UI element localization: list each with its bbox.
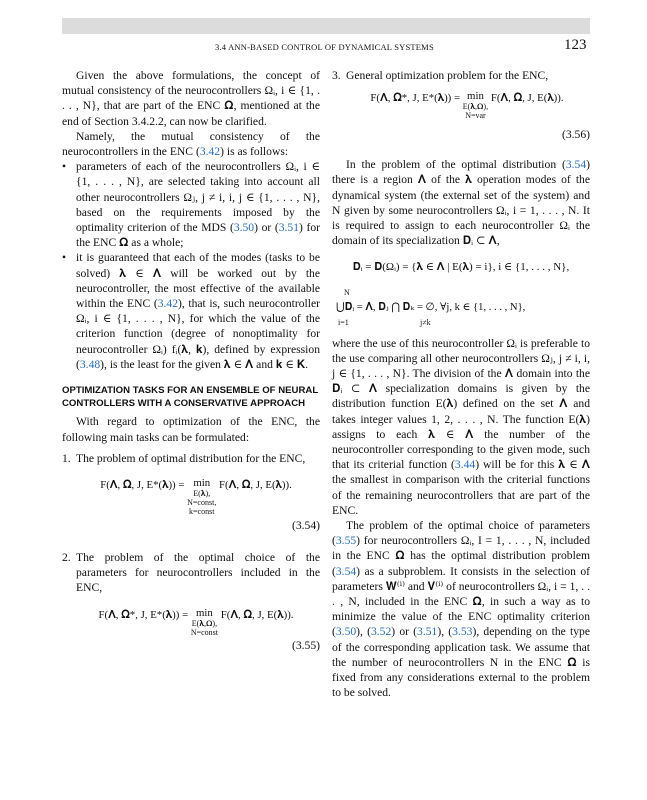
equation-domain: 𝐃ᵢ = 𝐃(Ωᵢ) = {𝛌 ∈ 𝚲 | E(𝛌) = i}, i ∈ {1, . . . , N}, xyxy=(352,261,570,274)
ref-link[interactable]: 3.53 xyxy=(452,625,473,639)
ref-link[interactable]: 3.44 xyxy=(454,458,476,472)
right-column xyxy=(332,68,590,701)
text: ), ( xyxy=(356,625,371,639)
text: parameters of each of the neurocontrollers Ωᵢ, i ∈ {1, . . . , N}, are selected taking into account all other neurocontrollers Ωⱼ, j ≠ i, i, j ∈ {1, . . . , N}, based on the requirements imposed by the optimality criterion of the MDS ( xyxy=(76,160,320,235)
paragraph-intro: Given the above formulations, the concept of mutual consistency of the neurocontrollers Ωᵢ, i ∈ {1, . . . , N}, that are part of the ENC 𝛀, mentioned at the end of Section 3.4.2.2, can now be clarified. xyxy=(62,69,320,128)
min-sub: k=const xyxy=(189,507,215,517)
eq-rhs: F(𝚲, 𝛀, J, E(𝛌)). xyxy=(220,608,294,621)
text: ) for the ENC 𝛀 as a whole; xyxy=(76,221,321,250)
min-op: min xyxy=(196,606,213,619)
ref-link[interactable]: 3.48 xyxy=(79,357,101,371)
min-sub: E(𝛌), xyxy=(193,489,211,499)
text: ), ( xyxy=(437,625,453,639)
item-text: The problem of the optimal choice of the parameters for neurocontrollers included in the ENC, xyxy=(76,551,320,595)
header-bar xyxy=(62,18,590,34)
text: ) there is a region 𝚲 of the 𝛌 operation modes of the dynamical system (the external set of the system) and N given by some neurocontrollers Ωᵢ, i = 1, . . . , N. It is required to assign to each neurocontroller Ωᵢ the domain of its specialization 𝐃ᵢ ⊂ 𝚲, xyxy=(332,158,590,248)
equation-3-55 xyxy=(62,608,320,652)
equation-number: (3.54) xyxy=(291,519,320,533)
partition-expr: ⋃𝐃ᵢ = 𝚲, 𝐃ⱼ ⋂ 𝐃ₖ = ∅, ∀j, k ∈ {1, . . . , N}, xyxy=(336,301,526,313)
paragraph-where xyxy=(332,336,590,518)
eq-lhs: F(𝚲, 𝛀*, J, E*(𝛌)) = xyxy=(370,92,461,105)
intersect-sub: j≠k xyxy=(420,317,431,327)
eq-rhs: F(𝚲, 𝛀, J, E(𝛌)). xyxy=(490,92,564,105)
equation-number: (3.55) xyxy=(291,638,320,652)
min-op: min xyxy=(467,90,484,103)
equation-number: (3.56) xyxy=(561,128,590,142)
min-sub: N=const xyxy=(190,627,219,637)
eq-lhs: F(𝚲, 𝛀*, J, E*(𝛌)) = xyxy=(98,608,189,621)
running-title: 3.4 ANN-BASED CONTROL OF DYNAMICAL SYSTEMS xyxy=(215,42,434,52)
bullet-list xyxy=(62,159,320,372)
min-sub: N=const, xyxy=(187,498,217,508)
item-number: 3. xyxy=(332,69,341,82)
min-sub: E(𝛌,𝛀), xyxy=(191,618,218,628)
task-item-1 xyxy=(62,451,320,466)
min-sub: N=var xyxy=(465,111,486,121)
ref-link[interactable]: 3.54 xyxy=(565,158,587,172)
text: ) is as follows: xyxy=(220,145,289,159)
text: ) or ( xyxy=(254,221,279,235)
section-heading: OPTIMIZATION TASKS FOR AN ENSEMBLE OF NEURAL CONTROLLERS WITH A CONSERVATIVE APPROACH xyxy=(62,385,319,410)
text: ), depending on the type of the corresponding application task. We assume that the number of neurocontrollers N in the ENC 𝛀 is fixed from any considerations external to the problem to be solved. xyxy=(332,625,590,700)
task-item-2 xyxy=(62,550,320,596)
union-sup: N xyxy=(344,287,350,297)
text: it is guaranteed that each of the modes (tasks to be solved) 𝛌 ∈ 𝚲 will be worked out by the neurocontroller, the most effective of the available within the ENC ( xyxy=(76,251,320,311)
text: ) will be for this 𝛌 ∈ 𝚲 the smallest in comparison with the criterial functions of the remaining neurocontrollers that are part of the ENC. xyxy=(332,458,590,517)
min-op: min xyxy=(193,477,211,490)
text: ) for neurocontrollers Ωᵢ, I = 1, . . . , N, included in the ENC 𝛀 has the optimal distribution problem ( xyxy=(332,534,590,578)
item-text: General optimization problem for the ENC, xyxy=(346,69,549,82)
item-text: The problem of optimal distribution for the ENC, xyxy=(76,451,306,465)
text: where the use of this neurocontroller Ωᵢ is preferable to the use comparing all other neurocontrollers Ωⱼ, j ≠ i, i, j ∈ {1, . . . , N}. The division of the 𝚲 domain into the 𝐃ᵢ ⊂ 𝚲 specialization domains is given by the distribution function E(𝛌) defined on the set 𝚲 and takes integer values 1, 2, . . . , N. The function E(𝛌) assigns to each 𝛌 ∈ 𝚲 the number of the neurocontroller corresponding to the given mode, such that its criterial function ( xyxy=(332,336,590,472)
ref-link[interactable]: 3.55 xyxy=(335,534,357,548)
paragraph-tasks: With regard to optimization of the ENC, the following main tasks can be formulated: xyxy=(62,415,320,444)
eq-min xyxy=(187,478,216,516)
paragraph-consistency xyxy=(62,129,320,159)
equation-3-54 xyxy=(62,478,320,536)
ref-link[interactable]: 3.42 xyxy=(199,145,221,159)
eq-min xyxy=(191,608,218,637)
text: ) or ( xyxy=(391,625,418,639)
min-sub: E(𝛌,𝛀), xyxy=(462,102,489,112)
ref-link[interactable]: 3.42 xyxy=(157,297,179,311)
text: Namely, the mutual consistency of the neurocontrollers in the ENC ( xyxy=(62,129,320,159)
ref-link[interactable]: 3.51 xyxy=(278,221,300,235)
item-number: 1. xyxy=(62,451,71,465)
item-number: 2. xyxy=(62,551,71,565)
task-item-3 xyxy=(332,68,590,83)
eq-lhs: F(𝚲, 𝛀, J, E*(𝛌)) = xyxy=(100,479,185,492)
ref-link[interactable]: 3.54 xyxy=(335,564,357,578)
eq-rhs: F(𝚲, 𝛀, J, E(𝛌)). xyxy=(219,479,292,492)
text: ), that is, such neurocontroller Ωᵢ, i ∈ {1, . . . , N}, for which the value of the criterion function (degree of nonoptimality for neurocontroller Ωᵢ) fᵢ(𝛌, 𝐤), defined by expression ( xyxy=(76,297,320,371)
union-sub: i=1 xyxy=(338,317,349,327)
left-column xyxy=(62,68,320,652)
text: ) as a subproblem. It consists in the selection of parameters 𝐖⁽ⁱ⁾ and 𝐕⁽ⁱ⁾ of neurocontrollers Ωᵢ, i = 1, . . . , N, included in the ENC 𝛀, in such a way as to minimize the value of the ENC optimality criterion ( xyxy=(332,564,590,639)
paragraph-parameters xyxy=(332,518,590,700)
bullet-item xyxy=(62,250,320,372)
ref-link[interactable]: 3.51 xyxy=(417,625,438,639)
ref-link[interactable]: 3.50 xyxy=(335,625,357,639)
page-number: 123 xyxy=(564,37,587,53)
paragraph-distribution xyxy=(332,157,590,248)
equation-partition xyxy=(332,288,590,330)
ref-link[interactable]: 3.50 xyxy=(233,221,255,235)
text: The problem of the optimal choice of parameters ( xyxy=(332,519,590,548)
ref-link[interactable]: 3.52 xyxy=(370,625,392,639)
eq-min xyxy=(463,91,488,120)
equation-3-56 xyxy=(332,91,590,143)
bullet-item xyxy=(62,159,320,250)
text: In the problem of the optimal distribution ( xyxy=(346,158,566,172)
text: ), is the least for the given 𝛌 ∈ 𝚲 and 𝐤 ∈ 𝐊. xyxy=(100,357,309,371)
